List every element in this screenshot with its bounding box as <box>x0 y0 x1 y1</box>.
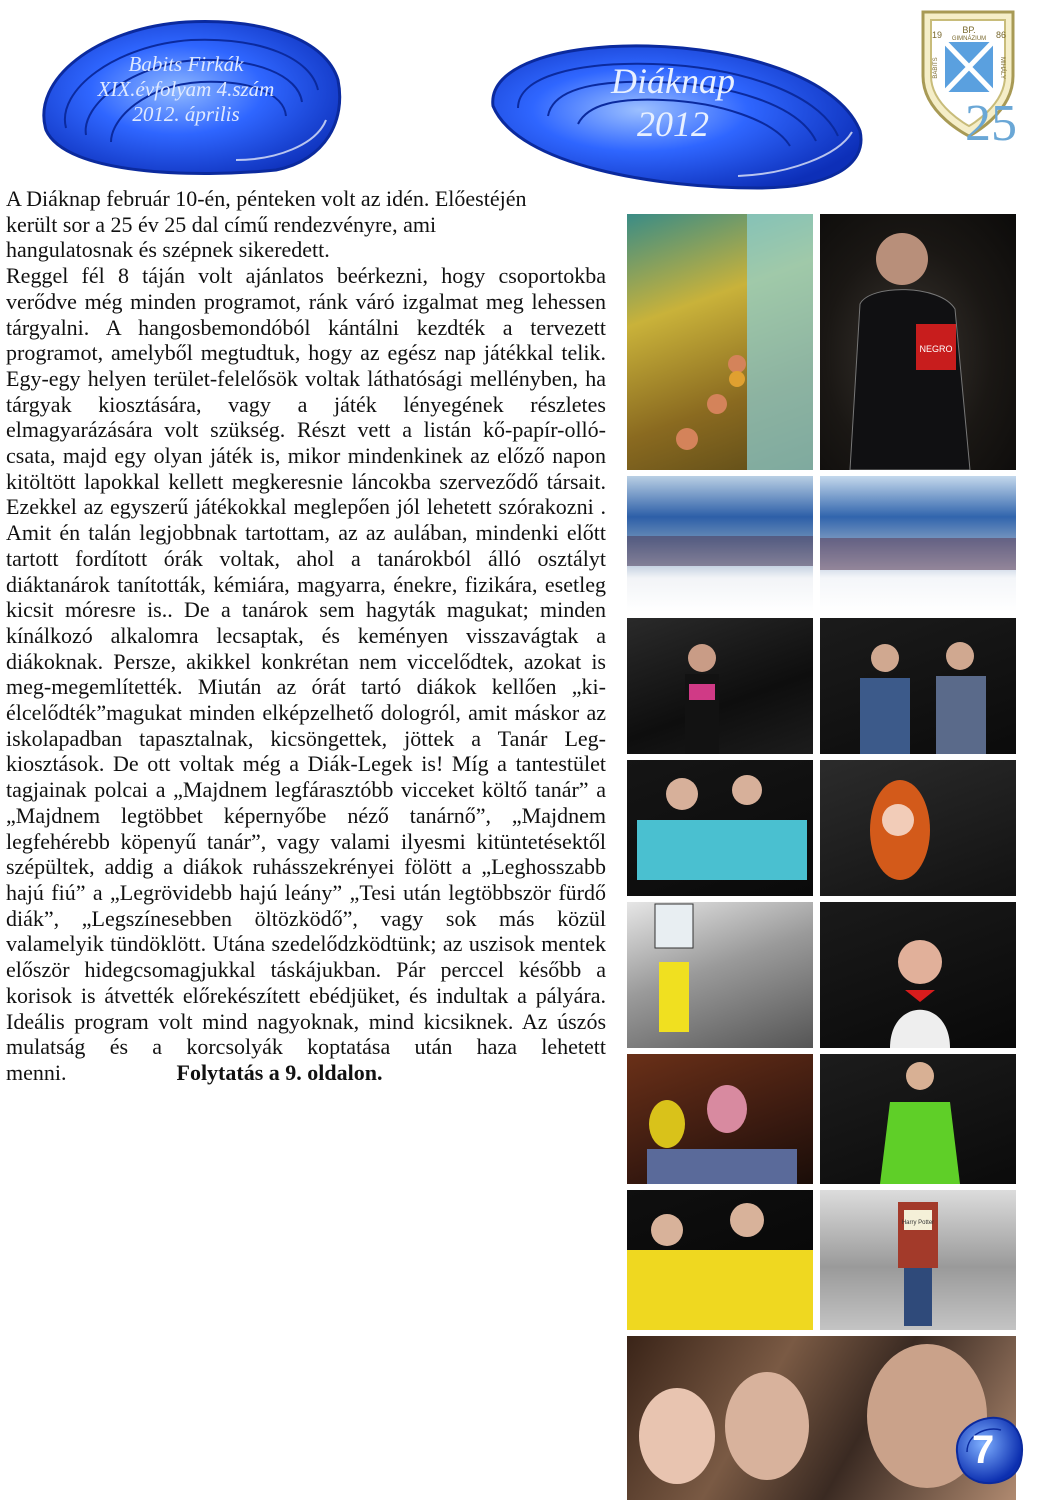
students-illustration <box>820 618 1016 754</box>
skaters-illustration <box>627 476 813 612</box>
photo-harry-potter <box>820 1190 1016 1330</box>
crest-side-left: BABITS <box>933 57 939 79</box>
article-intro: A Diáknap február 10-én, pénteken volt az idén. Előestéjén került sor a 25 év 25 dal című rendezvényre, ami hangulatosnak és szépnek sikeredett. <box>6 186 527 263</box>
masks-illustration <box>627 1054 813 1184</box>
sign-text: NEGRO <box>919 344 953 354</box>
photo-aula-1 <box>627 618 813 754</box>
photo-aula-6 <box>820 902 1016 1048</box>
photo-ice-rink-1 <box>627 476 813 612</box>
cat-costume-illustration <box>820 902 1016 1048</box>
publication-info <box>86 52 286 128</box>
publication-date: 2012. április <box>132 102 240 127</box>
book-costume-illustration <box>820 1190 1016 1330</box>
article-main-text <box>6 263 606 1086</box>
photo-aula-4 <box>820 760 1016 896</box>
page-number: 7 <box>972 1428 995 1472</box>
cat-costume-illustration <box>820 760 1016 896</box>
swimmers-illustration <box>627 214 813 470</box>
crest-year-left: 19 <box>931 30 943 40</box>
crest-side-right: MIHÁLY <box>999 57 1005 79</box>
photo-aula-2 <box>820 618 1016 754</box>
section-title-line2: 2012 <box>637 104 709 145</box>
section-title-line1: Diáknap <box>611 61 735 101</box>
publication-volume: XIX.évfolyam 4.szám <box>97 77 275 102</box>
photo-ice-rink-2 <box>820 476 1016 612</box>
section-header <box>478 36 868 196</box>
photo-masks <box>627 1054 813 1184</box>
crest-band: GIMNÁZIUM <box>951 36 987 42</box>
students-illustration <box>627 760 813 896</box>
photo-swimming-pool <box>627 214 813 470</box>
photo-aula-3 <box>627 760 813 896</box>
photo-costume-negro <box>820 214 1016 470</box>
article-body <box>6 186 606 1086</box>
green-costume-illustration <box>820 1054 1016 1184</box>
photo-green-costume <box>820 1054 1016 1184</box>
costume-illustration <box>627 902 813 1048</box>
performer-illustration <box>627 618 813 754</box>
anniversary-number: 25 <box>965 95 1017 152</box>
photo-yellow-shirts <box>627 1190 813 1330</box>
article-paragraph: Reggel fél 8 táján volt ajánlatos beérkezni, hogy csoportokba verődve még minden programot, ránk váró izgalmat meg lehessen tárgyalni. A hangosbemondóból kántálni kezdték a tervezett programot, amelyből megtudtuk, hogy az egész nap játékkal telik. Egy-egy helyen terület-felelősök voltak láthatósági mellényben, ha tárgyak kiosztására, vagy a játék lényegének részletes elmagyarázására volt szükség. Részt vett a listán kő-papír-olló-csata, majd egy olyan játék is, mikor mindenkinek az előző napon kitöltött lapokkal kellett megkeresnie láncokba szerveződő társait. Ezekkel az egyszerű játékokkal meglepően jól lehetett szórakozni . Amit én talán legjobbnak tartottam, az az aulában, mindenki előtt tartott fordított órák voltak, ahol a tanárokból álló osztályt diáktanárok tanították, kémiára, magyarra, énekre, fizikára, esetleg kicsit móresre is.. De a tanárok sem hagyták magukat; minden kínálkozó alkalomra lecsaptak, és keményen visszavágtak a diákoknak. Persze, akikkel konkrétan nem viccelődtek, azokat is meg-megemlítették. Miután az órát tartó diákok kellően „ki-élcelődték”magukat minden elképzelhető dologról, amit máskor az iskolapadban tapasztalnak, kicsöngettek, jöttek a Tanár Leg-kiosztások. De ott voltak még a Diák-Legek is! Míg a tantestület tagjainak polcai a „Majdnem legfárasztóbb vicceket költő tanár” a „Majdnem legtöbbet képernyőbe néző tanárnő”, „Majdnem legfehérebb köpenyű tanár”, vagy valami ilyesmi kitüntetésektől szépültek, addig a diákok ruhásszekrényei fölött a „Leghosszabb hajú fiú” a „Legrövidebb hajú leány” „Tesi után legtöbbször fürdő diák”, „Legszínesebben öltözködő”, vagy sok más közül valamelyik tündöklött. Utána szedelődzködtünk; az uszisok mentek először hidegcsomagjukkal táskájukban. Pár perccel később a korisok is átvették előrekészített ebédjüket, és indultak a pályára. Ideális program volt mind nagyoknak, mind kicsiknek. Az úszós mulatság és a korcsolyák koptatása után haza lehetett menni. <box>6 263 606 1085</box>
publication-header <box>26 10 346 180</box>
costume-person-illustration <box>820 214 1016 470</box>
students-illustration <box>627 1190 813 1330</box>
photo-aula-5 <box>627 902 813 1048</box>
section-title <box>578 60 768 146</box>
skaters-illustration <box>820 476 1016 612</box>
crest-top-text: BP. <box>962 25 976 35</box>
continued-on-page: Folytatás a 9. oldalon. <box>176 1059 383 1085</box>
publication-title: Babits Firkák <box>128 52 244 76</box>
book-title-text: Harry Potter <box>901 1220 935 1226</box>
crest-year-right: 86 <box>995 30 1007 40</box>
